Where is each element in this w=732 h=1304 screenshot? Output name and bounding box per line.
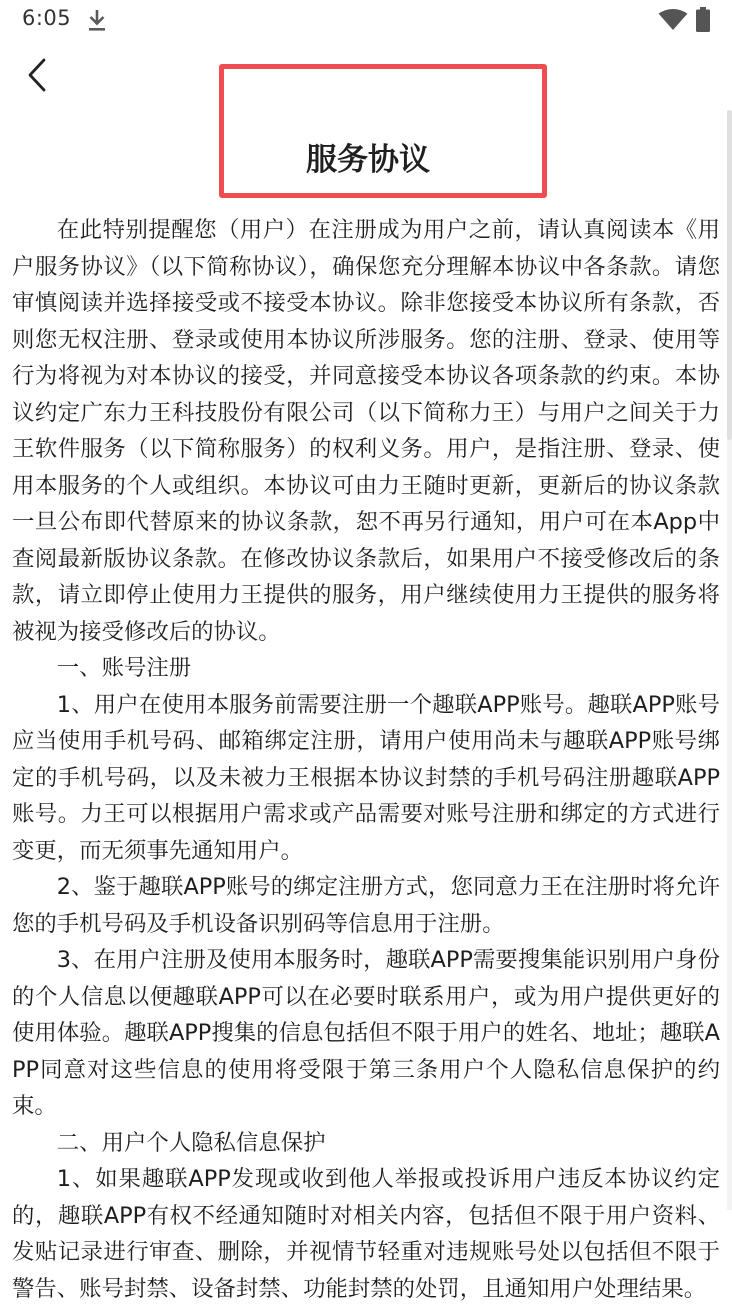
download-icon (86, 8, 108, 32)
status-bar (0, 0, 732, 40)
battery-icon (696, 7, 710, 32)
privacy-clause-1: 1、如果趣联APP发现或收到他人举报或投诉用户违反本协议约定的，趣联APP有权不经通知随时对相关内容，包括但不限于用户资料、发贴记录进行审查、删除，并视情节轻重对违规账号处以包括但不限于警告、账号封禁、设备封禁、功能封禁的处罚，且通知用户处理结果。 (12, 1166, 720, 1302)
account-clause-2: 2、鉴于趣联APP账号的绑定注册方式，您同意力王在注册时将允许您的手机号码及手机设备识别码等信息用于注册。 (12, 874, 720, 937)
back-button[interactable] (14, 52, 60, 98)
page-title: 服务协议 (306, 142, 430, 178)
intro-paragraph: 在此特别提醒您（用户）在注册成为用户之前，请认真阅读本《用户服务协议》（以下简称协议），确保您充分理解本协议中各条款。请您审慎阅读并选择接受或不接受本协议。除非您接受本协议所有条款，否则您无权注册、登录或使用本协议所涉服务。您的注册、登录、使用等行为将视为对本协议的接受，并同意接受本协议各项条款的约束。本协议约定广东力王科技股份有限公司（以下简称力王）与用户之间关于力王软件服务（以下简称服务）的权利义务。用户，是指注册、登录、使用本服务的个人或组织。本协议可由力王随时更新，更新后的协议条款一旦公布即代替原来的协议条款，恕不再另行通知，用户可在本App中查阅最新版协议条款。在修改协议条款后，如果用户不接受修改后的条款，请立即停止使用力王提供的服务，用户继续使用力王提供的服务将被视为接受修改后的协议。 (12, 217, 720, 645)
wifi-icon (658, 9, 688, 31)
account-clause-1: 1、用户在使用本服务前需要注册一个趣联APP账号。趣联APP账号应当使用手机号码、邮箱绑定注册，请用户使用尚未与趣联APP账号绑定的手机号码，以及未被力王根据本协议封禁的手机号码注册趣联APP账号。力王可以根据用户需求或产品需要对账号注册和绑定的方式进行变更，而无须事先通知用户。 (12, 691, 720, 864)
chevron-left-icon (26, 58, 48, 92)
status-time: 6:05 (22, 6, 72, 30)
agreement-content (12, 212, 720, 1304)
section-heading-privacy: 二、用户个人隐私信息保护 (56, 1129, 326, 1156)
section-heading-account: 一、账号注册 (56, 655, 192, 681)
account-clause-3: 3、在用户注册及使用本服务时，趣联APP需要搜集能识别用户身份的个人信息以便趣联APP可以在必要时联系用户，或为用户提供更好的使用体验。趣联APP搜集的信息包括但不限于用户的姓名、地址；趣联APP同意对这些信息的使用将受限于第三条用户个人隐私信息保护的约束。 (12, 947, 720, 1119)
scrollbar-thumb[interactable] (727, 110, 732, 440)
